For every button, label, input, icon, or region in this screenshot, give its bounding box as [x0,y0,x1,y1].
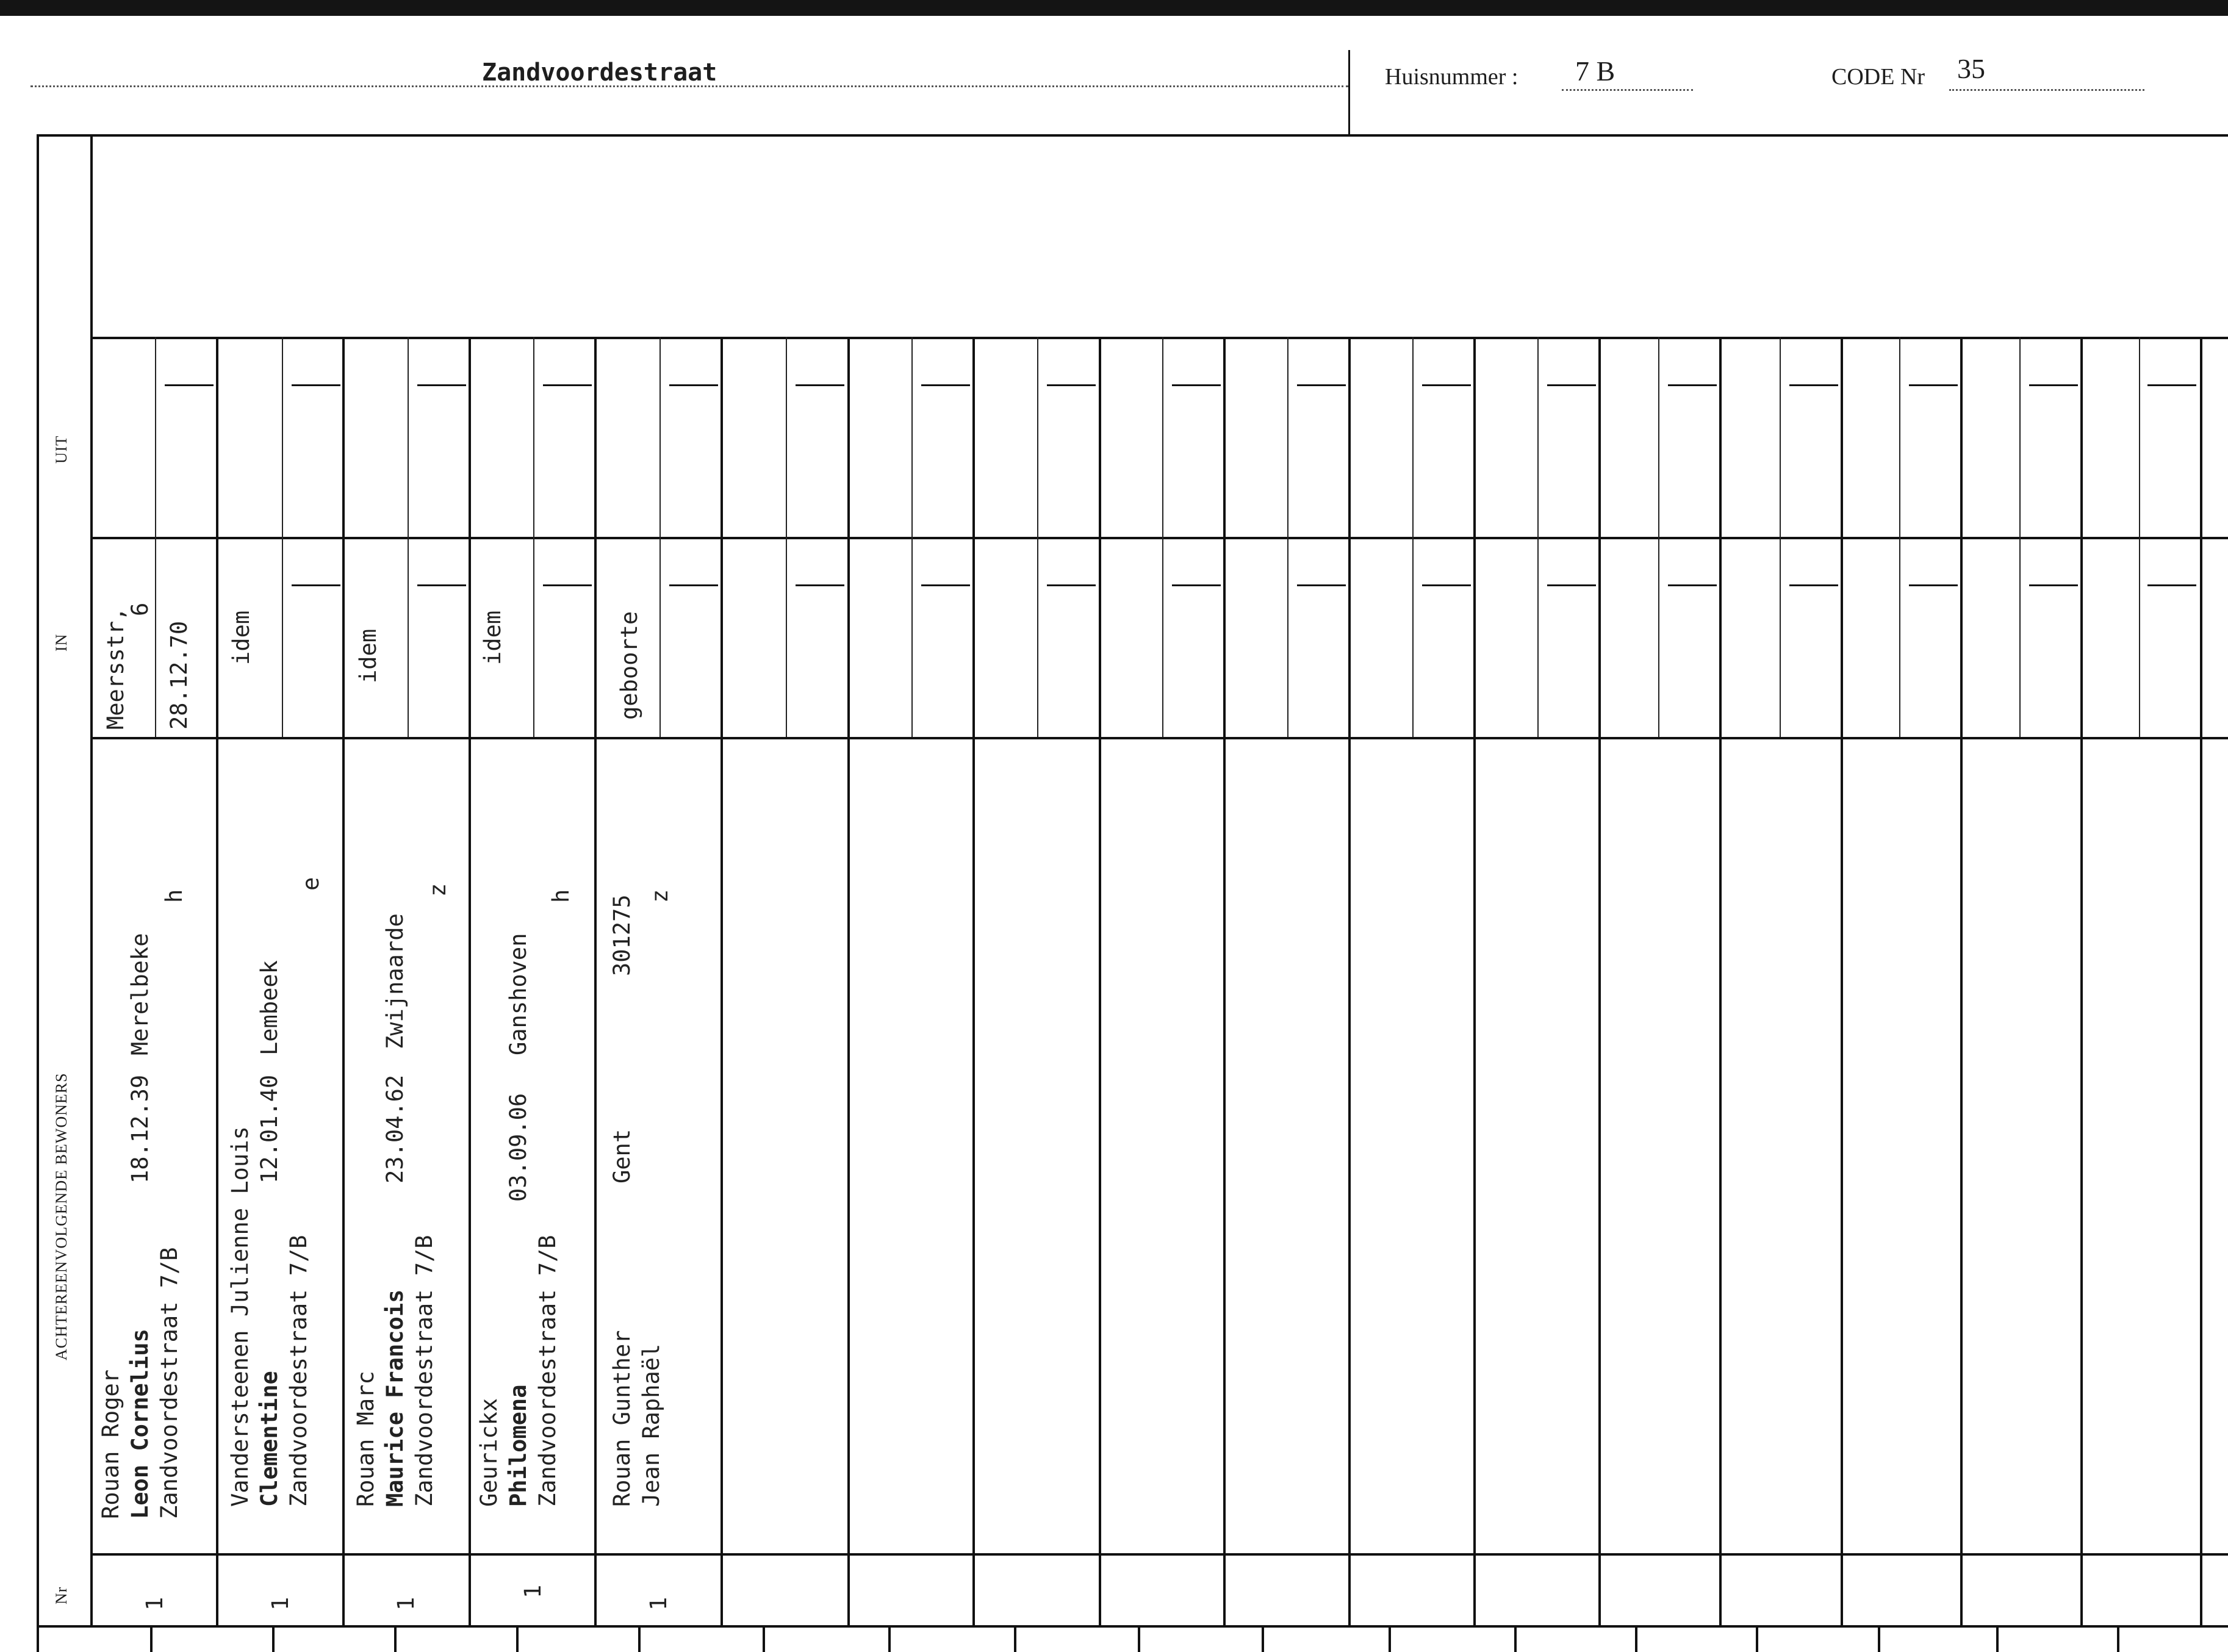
resident-3-in: idem [355,628,381,683]
resident-5-birth-date: 301275 [609,894,635,976]
uit-label: UIT [52,435,70,464]
house-number-dotted-line [1562,89,1693,91]
resident-2-line2: Clementine [256,1371,282,1507]
house-number-label: Huisnummer : [1385,64,1518,90]
resident-4-line1: Geurickx [476,1398,502,1507]
resident-2-in: idem [228,610,254,665]
resident-4-nr: 1 [520,1584,546,1598]
resident-5-in: geboorte [616,611,642,720]
resident-3-line2: Maurice Francois [382,1289,408,1507]
resident-1-nr: 1 [142,1596,168,1611]
resident-2-birth-date: 12.01.40 [256,1074,282,1183]
code-dotted-line [1949,89,2144,91]
resident-5-line2: Jean Raphaël [638,1343,664,1507]
street-name: Zandvoordestraat [482,59,717,87]
table-left-border [37,134,39,1628]
header-divider [1348,50,1350,135]
resident-3-birth-place: Zwijnaarde [382,913,408,1049]
resident-3-line3: Zandvoordestraat 7/B [411,1235,437,1507]
resident-1-line3: Zandvoordestraat 7/B [156,1247,182,1519]
resident-5-line1: Rouan Gunther [609,1330,635,1507]
resident-2-mark: e [298,877,324,891]
in-top-line [90,537,2228,539]
resident-1-in-date: 28.12.70 [166,620,192,730]
resident-2-line3: Zandvoordestraat 7/B [286,1235,312,1507]
resident-5-mark: z [647,889,673,903]
table-top-border [37,134,2228,137]
resident-1-in-number: 6 [127,602,153,616]
resident-1-mark: h [161,889,187,903]
resident-4-line3: Zandvoordestraat 7/B [534,1235,561,1507]
resident-2-birth-place: Lembeek [256,960,282,1055]
resident-4-mark: h [548,889,574,903]
code-value: 35 [1957,53,1985,84]
resident-5-nr: 1 [645,1596,672,1611]
resident-3-line1: Rouan Marc [353,1371,379,1507]
resident-1-birth-date: 18.12.39 [127,1074,153,1183]
label-column-divider [90,134,93,1628]
code-label: CODE Nr [1831,64,1925,90]
resident-1-in-street: Meersstr, [102,607,129,730]
residents-top-line [90,737,2228,739]
nr-label: Nr [52,1586,70,1604]
resident-1-line1: Rouan Roger [98,1369,124,1519]
residents-label: ACHTEREENVOLGENDE BEWONERS [52,1072,70,1360]
resident-4-in: idem [480,610,506,665]
resident-3-birth-date: 23.04.62 [382,1074,408,1183]
table-bottom-border [37,1625,2228,1628]
uit-top-line [90,337,2228,339]
resident-3-nr: 1 [393,1596,419,1611]
resident-2-nr: 1 [267,1596,293,1611]
house-number-value: 7 B [1575,56,1615,87]
resident-3-mark: z [425,883,451,897]
resident-2-line1: Vandersteenen Julienne Louis [227,1126,253,1507]
resident-1-birth-place: Merelbeke [127,933,153,1055]
resident-5-birth-place: Gent [609,1129,635,1183]
nr-top-line [90,1553,2228,1556]
in-label: IN [52,633,70,652]
resident-4-birth-place: Ganshoven [505,933,531,1055]
resident-4-birth-date: 03.09.06 [505,1093,531,1202]
scan-top-edge [0,0,2228,16]
resident-4-line2: Philomena [505,1384,531,1507]
resident-1-line2: Leon Cornelius [127,1329,153,1519]
